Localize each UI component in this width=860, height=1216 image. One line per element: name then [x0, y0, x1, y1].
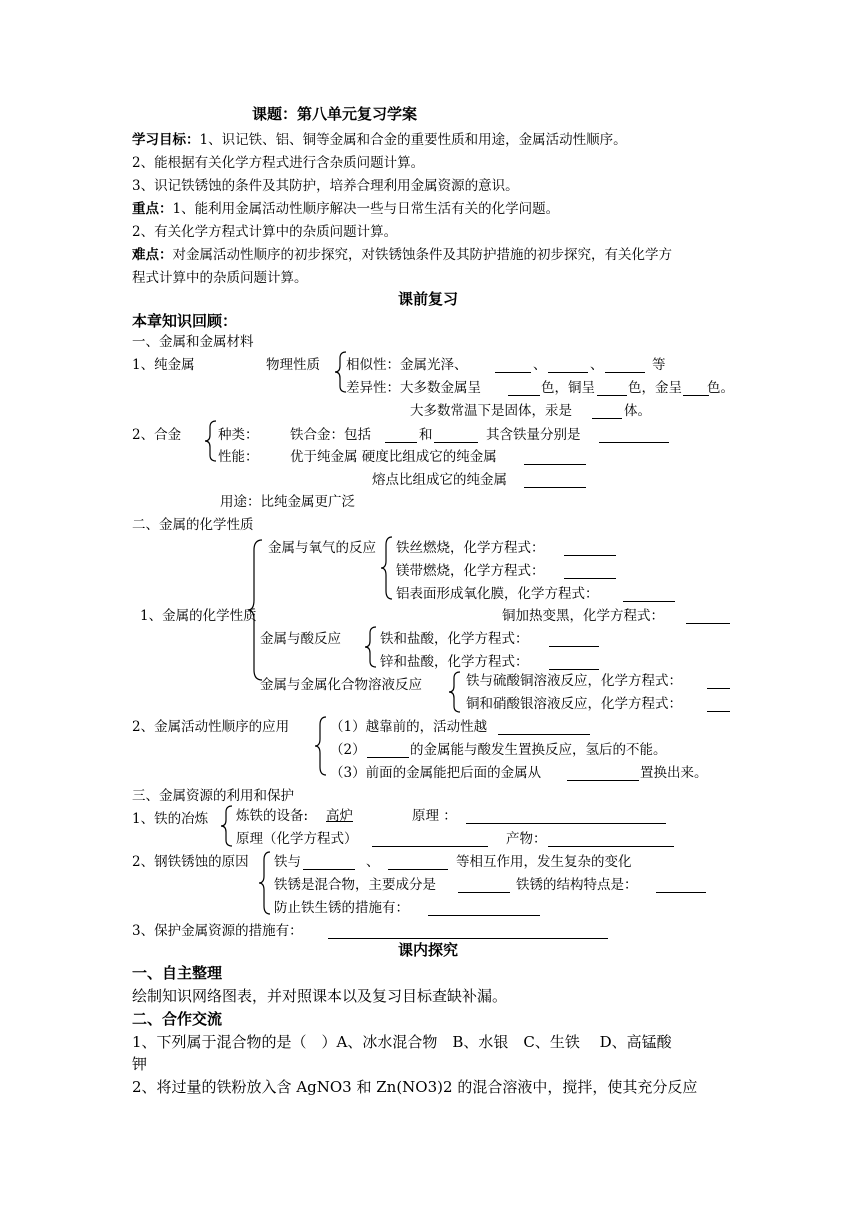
difference-a: 差异性：大多数金属呈: [346, 380, 481, 396]
cu-agno3-text: 铜和硝酸银溶液反应，化学方程式：: [466, 696, 682, 712]
activity-app3a: （3）前面的金属能把后面的金属从: [330, 765, 542, 781]
blank: [549, 646, 599, 647]
blank: [707, 711, 730, 712]
brace-acid: [364, 625, 378, 669]
blank: [656, 892, 706, 893]
blank: [458, 892, 510, 893]
activity-app2b: 的金属能与酸发生置换反应，氢后的不能。: [410, 742, 667, 758]
blank: [466, 823, 666, 824]
pure-metal-label: 1、纯金属: [132, 357, 195, 373]
smelt-principle: 原理 ：: [412, 808, 457, 824]
similarity-text: 相似性：金属光泽、: [346, 357, 468, 373]
iron-content-text: 其含铁量分别是: [486, 427, 581, 443]
metal-acid-label: 金属与酸反应: [260, 631, 341, 647]
part2-heading: 二、金属的化学性质: [132, 517, 254, 533]
blank: [372, 846, 488, 847]
difference-d: 色。: [707, 380, 734, 396]
difficulties-label: 难点：: [132, 247, 173, 263]
question-1: 1、下列属于混合物的是（ ）A、冰水混合物 B、水银 C、生铁 D、高锰酸: [132, 1033, 672, 1051]
question-2: 2、将过量的铁粉放入含 AgNO3 和 Zn(NO3)2 的混合溶液中，搅拌，使其充分反应: [132, 1078, 698, 1096]
smelt-product: 产物：: [506, 831, 547, 847]
rust-cause-b: 、: [366, 854, 380, 870]
rust-cause-c: 等相互作用，发生复杂的变化: [456, 854, 632, 870]
rust-structure: 铁锈的结构特点是：: [516, 877, 638, 893]
blank: [428, 915, 540, 916]
blank: [508, 395, 540, 396]
difference-b: 色，铜呈: [541, 380, 595, 396]
objectives-line1: [132, 131, 627, 149]
difficulty-text-2: 程式计算中的杂质问题计算。: [132, 270, 308, 286]
smelt-equipment: 炼铁的设备:: [236, 808, 309, 824]
alloy-kind-label: 种类：: [218, 427, 259, 443]
solid-text-a: 大多数常温下是固体，汞是: [410, 403, 572, 419]
alloy-label: 2、合金: [132, 427, 182, 443]
blank: [388, 869, 448, 870]
objective-2: 2、能根据有关化学方程式进行含杂质问题计算。: [132, 155, 425, 171]
difficulties-line1: [132, 246, 672, 264]
blank: [549, 669, 599, 670]
blank: [548, 846, 674, 847]
key-points-label: 重点：: [132, 201, 173, 217]
objective-1: 1、识记铁、铝、铜等金属和合金的重要性质和用途，金属活动性顺序。: [199, 132, 627, 148]
blank: [567, 780, 639, 781]
blast-furnace: 高炉: [326, 808, 353, 824]
brace-smelt: [220, 804, 234, 848]
blank: [434, 442, 478, 443]
blank: [592, 418, 622, 419]
blank: [367, 757, 409, 758]
brace-rust: [258, 850, 272, 916]
al-film-text: 铝表面形成氧化膜，化学方程式：: [396, 586, 599, 602]
iron-alloy-text: 铁合金：包括: [290, 427, 371, 443]
blank: [495, 372, 531, 373]
blank: [564, 578, 616, 579]
part3-heading: 三、金属资源的利用和保护: [132, 788, 294, 804]
brace-oxygen: [380, 535, 394, 601]
self-organize-text: 绘制知识网络图表，并对照课本以及复习目标查缺补漏。: [132, 987, 508, 1005]
blank: [605, 372, 645, 373]
blank: [385, 442, 417, 443]
and-text: 和: [419, 427, 433, 443]
rust-cause-a: 铁与: [274, 854, 301, 870]
blank: [564, 555, 616, 556]
brace-alloy: [204, 419, 218, 463]
protect-resources: 3、保护金属资源的措施有：: [132, 923, 303, 939]
alloy-perf-hardness: 优于纯金属 硬度比组成它的纯金属: [290, 449, 497, 465]
separator: 、: [590, 357, 604, 373]
key-points-line1: [132, 200, 559, 218]
smelt-principle-equation: 原理（化学方程式）: [236, 831, 358, 847]
key-point-1: 1、能利用金属活动性顺序解决一些与日常生活有关的化学问题。: [172, 201, 560, 217]
blank: [683, 395, 709, 396]
blank: [498, 734, 590, 735]
difference-c: 色，金呈: [628, 380, 682, 396]
rust-component: 铁锈是混合物，主要成分是: [274, 877, 436, 893]
blank: [599, 442, 669, 443]
separator: 、: [533, 357, 547, 373]
key-point-2: 2、有关化学方程式计算中的杂质问题计算。: [132, 224, 398, 240]
alloy-perf-melting: 熔点比组成它的纯金属: [372, 472, 507, 488]
blank: [328, 938, 608, 939]
blank: [686, 623, 730, 624]
solid-text-b: 体。: [624, 403, 651, 419]
fe-cuso4-text: 铁与硫酸铜溶液反应，化学方程式：: [466, 673, 682, 689]
metal-salt-label: 金属与金属化合物溶液反应: [260, 677, 422, 693]
blank: [303, 869, 355, 870]
cooperation-heading: 二、合作交流: [132, 1010, 223, 1028]
fe-hcl-text: 铁和盐酸，化学方程式：: [380, 631, 529, 647]
page-title: 课题：第八单元复习学案: [252, 105, 418, 123]
blank: [623, 601, 675, 602]
blank: [548, 372, 588, 373]
zn-hcl-text: 锌和盐酸，化学方程式：: [380, 654, 529, 670]
fe-burn-text: 铁丝燃烧，化学方程式：: [396, 540, 545, 556]
objective-3: 3、识记铁锈蚀的条件及其防护，培养合理利用金属资源的意识。: [132, 178, 519, 194]
question-1-cont: 钾: [132, 1055, 148, 1073]
self-organize-heading: 一、自主整理: [132, 964, 223, 982]
metal-oxygen-label: 金属与氧气的反应: [268, 540, 376, 556]
rust-label: 2、钢铁锈蚀的原因: [132, 854, 249, 870]
blank: [524, 487, 586, 488]
chem-props-label: 1、金属的化学性质: [140, 608, 257, 624]
alloy-use-text: 用途：比纯金属更广泛: [220, 494, 355, 510]
cu-heat-text: 铜加热变黑，化学方程式：: [502, 608, 664, 624]
blank: [524, 464, 586, 465]
blank: [707, 688, 730, 689]
activity-app1: （1）越靠前的，活动性越: [330, 719, 488, 735]
brace-activity: [314, 715, 328, 777]
blank: [597, 395, 627, 396]
section-in-class: 课内探究: [398, 941, 459, 959]
smelt-label: 1、铁的冶炼: [132, 811, 209, 827]
physical-props-label: 物理性质: [266, 357, 320, 373]
section-pre-review: 课前复习: [398, 290, 459, 308]
similarity-end: 等: [652, 357, 666, 373]
part1-heading: 一、金属和金属材料: [132, 334, 254, 350]
alloy-perf-label: 性能：: [218, 449, 259, 465]
activity-label: 2、金属活动性顺序的应用: [132, 719, 290, 735]
activity-app3b: 置换出来。: [640, 765, 708, 781]
rust-prevention: 防止铁生锈的措施有：: [274, 900, 409, 916]
mg-burn-text: 镁带燃烧，化学方程式：: [396, 563, 545, 579]
difficulty-text-1: 对金属活动性顺序的初步探究，对铁锈蚀条件及其防护措施的初步探究，有关化学方: [172, 247, 672, 263]
objectives-label: 学习目标：: [132, 132, 200, 148]
brace-salt: [448, 670, 462, 714]
review-heading: 本章知识回顾：: [132, 312, 238, 330]
activity-app2a: （2）: [330, 742, 366, 758]
